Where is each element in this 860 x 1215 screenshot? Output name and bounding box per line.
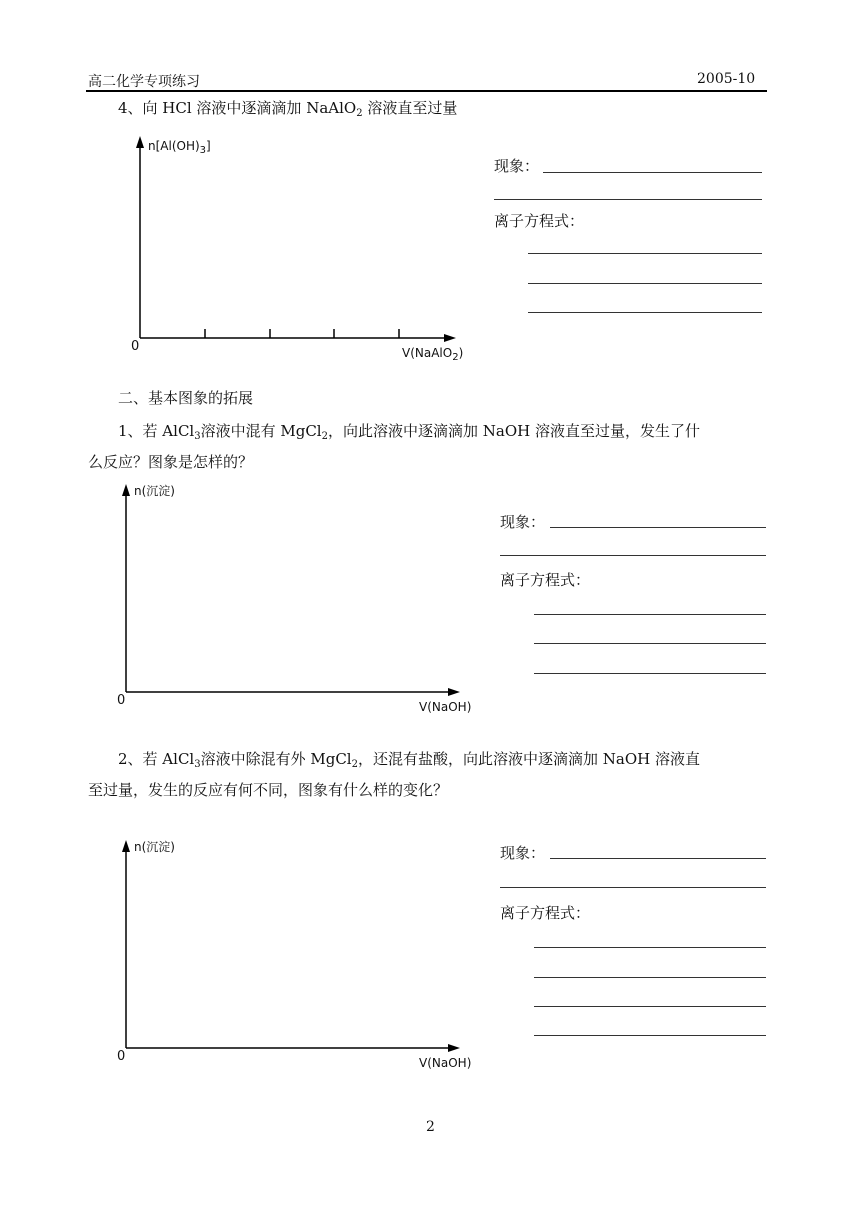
q4-equation-label: 离子方程式： [494, 212, 585, 230]
q2-equation-line-3[interactable] [534, 1006, 766, 1007]
q1-equation-label: 离子方程式： [500, 571, 591, 589]
q4-origin-label: 0 [131, 339, 140, 354]
q2-equation-line-1[interactable] [534, 947, 766, 948]
q2-equation-line-4[interactable] [534, 1035, 766, 1036]
q2-y-axis-label: n(沉淀) [134, 840, 175, 854]
q1-phenomenon-label: 现象： [500, 513, 546, 531]
q4-title-post: 溶液直至过量 [362, 99, 458, 117]
section2-title: 二、基本图象的拓展 [118, 389, 254, 407]
q2-equation-line-2[interactable] [534, 977, 766, 978]
header-left: 高二化学专项练习 [88, 74, 200, 90]
q4-phenomenon-label: 现象： [494, 157, 540, 175]
q2-equation-label: 离子方程式： [500, 904, 591, 922]
header-right: 2005-10 [697, 71, 756, 87]
q4-y-axis-label: $n[Al(OH)_3]$ [148, 139, 211, 156]
q1-y-axis-label: n(沉淀) [134, 484, 175, 498]
q2-phenomenon-line-1[interactable] [550, 858, 766, 859]
q2-phenomenon-line-2[interactable] [500, 887, 766, 888]
q2-x-axis-label: V(NaOH) [419, 1056, 472, 1070]
q1-origin-label: 0 [117, 693, 126, 708]
q1-text-line1: 1、若 AlCl$_3$溶液中混有 MgCl$_2$，向此溶液中逐滴滴加 NaOH 溶液直至过量，发生了什 [118, 422, 700, 442]
q4-x-axis-label: V(NaAlO$_2$) [402, 346, 464, 363]
q1-x-axis-label: V(NaOH) [419, 700, 472, 714]
q4-title-sub: 2 [356, 108, 363, 119]
q1-text-line2: 么反应？图象是怎样的？ [88, 453, 254, 471]
q2-origin-label: 0 [117, 1049, 126, 1064]
q4-title-pre: 4、向 HCl 溶液中逐滴滴加 NaAlO [118, 99, 357, 117]
q2-text-line2: 至过量，发生的反应有何不同，图象有什么样的变化？ [88, 781, 449, 799]
q2-text-line1: 2、若 AlCl$_3$溶液中除混有外 MgCl$_2$，还混有盐酸，向此溶液中逐滴滴加 NaOH 溶液直 [118, 750, 700, 770]
q2-phenomenon-label: 现象： [500, 844, 546, 862]
page-number: 2 [426, 1119, 435, 1135]
